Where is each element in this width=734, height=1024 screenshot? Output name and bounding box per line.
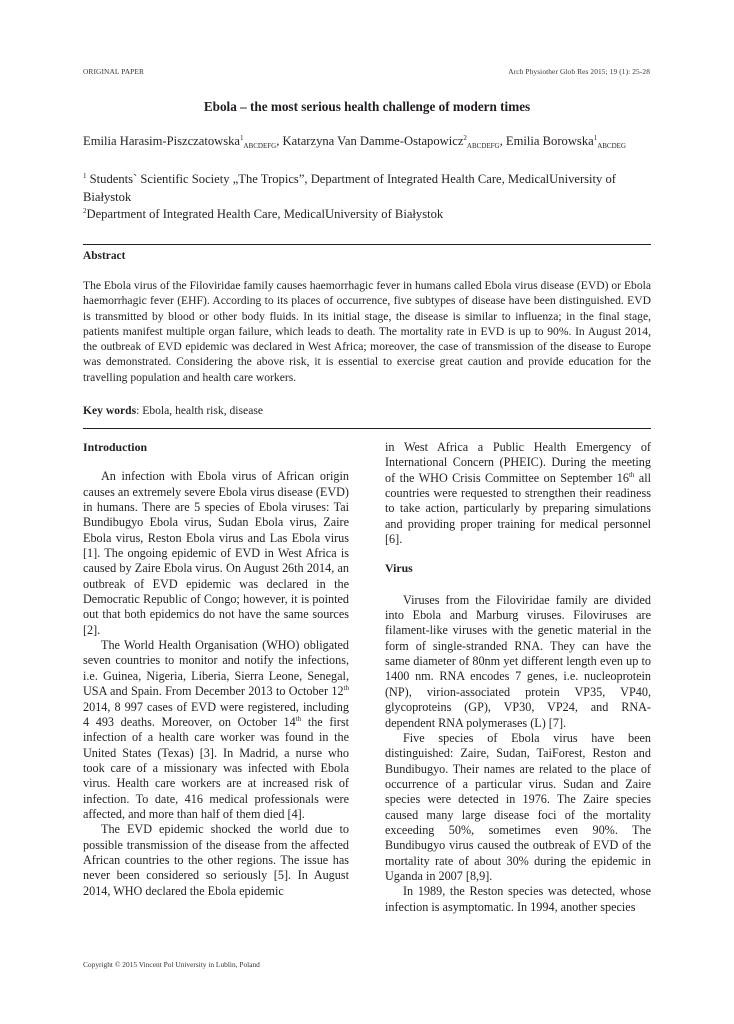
introduction-heading: Introduction <box>83 440 148 454</box>
paragraph-text: 2014, 8 997 cases of EVD were registered, including 4 493 deaths. Moreover, on October 14 <box>83 699 349 729</box>
keywords-label: Key words <box>83 404 137 417</box>
ordinal-suffix: th <box>295 714 302 723</box>
author-affiliation-mark: 2 <box>463 134 467 142</box>
affiliation-text: Students` Scientific Society „The Tropics”, Department of Integrated Health Care, MedicalUniversity of Białystok <box>83 172 616 204</box>
author-roles: ABCDEFG <box>243 142 277 150</box>
affiliation-number: 1 <box>83 172 87 180</box>
author-list <box>83 134 653 150</box>
paragraph: The EVD epidemic shocked the world due to possible transmission of the disease from the affected African countries to the other regions. The issue has never been considered so seriously [5]. In August 2014, WHO declared the Ebola epidemic <box>83 822 349 898</box>
body-column-right <box>385 440 651 915</box>
affiliation-2 <box>83 202 653 223</box>
keywords-text: : Ebola, health risk, disease <box>136 404 263 417</box>
journal-citation: Arch Physiother Glob Res 2015; 19 (1): 25-28 <box>508 67 650 76</box>
abstract-heading: Abstract <box>83 250 126 262</box>
author-separator: , <box>499 134 506 148</box>
affiliation-1 <box>83 167 653 206</box>
paragraph: Five species of Ebola virus have been distinguished: Zaire, Sudan, TaiForest, Reston and Bundibugyo. Their names are related to the place of occurrence of a particular virus. Sudan and Zaire species were detected in 1976. The Zaire species caused many large disease foci of the mortality exceeding 50%, sometimes even 90%. The Bundibugyo virus caused the outbreak of EVD of the mortality rate of about 30% during the epidemic in Uganda in 2007 [8,9]. <box>385 730 651 883</box>
author-name: Emilia Harasim-Piszczatowska <box>83 134 241 148</box>
paragraph-text: the first infection of a health care worker was found in the United States (Texas) [3]. In Madrid, a nurse who took care of a missionary was infected with Ebola virus. Health care workers are at increased risk of infection. To date, 416 medical professionals were affected, and more than half of them died [4]. <box>83 714 349 821</box>
paragraph <box>83 638 349 822</box>
ordinal-suffix: th <box>628 470 635 479</box>
virus-heading: Virus <box>385 561 413 576</box>
copyright-footer: Copyright © 2015 Vincent Pol University in Lublin, Poland <box>83 960 260 969</box>
journal-section-label: ORIGINAL PAPER <box>83 67 145 76</box>
author-separator: , <box>276 134 283 148</box>
affiliation-number: 2 <box>83 207 87 215</box>
paragraph-text: The World Health Organisation (WHO) obligated seven countries to monitor and notify the infections, i.e. Guinea, Nigeria, Liberia, Sierra Leone, Senegal, USA and Spain. From December 2013 to October 12 <box>83 638 349 699</box>
paragraph: In 1989, the Reston species was detected, whose infection is asymptomatic. In 1994, another species <box>385 884 651 914</box>
author-roles: ABCDEFG <box>466 142 500 150</box>
paragraph <box>385 440 651 547</box>
paper-title: Ebola – the most serious health challenge of modern times <box>203 99 531 114</box>
author-name: Katarzyna Van Damme-Ostapowicz <box>282 134 464 148</box>
abstract-top-rule <box>83 244 651 245</box>
author-affiliation-mark: 1 <box>240 134 244 142</box>
author-roles: ABCDEG <box>597 142 626 150</box>
keywords <box>83 404 263 417</box>
paragraph: An infection with Ebola virus of African origin causes an extremely severe Ebola virus disease (EVD) in humans. There are 5 species of Ebola viruses: Tai Bundibugyo Ebola virus, Sudan Ebola virus, Zaire Ebola virus, Reston Ebola virus and Las Ebola virus [1]. The ongoing epidemic of EVD in West Africa is caused by Zaire Ebola virus. On August 26th 2014, an outbreak of EVD epidemic was declared in the Democratic Republic of Congo; however, it is pointed out that both epidemics do not have the same sources [2]. <box>83 469 349 637</box>
affiliation-text: Department of Integrated Health Care, MedicalUniversity of Białystok <box>86 207 444 221</box>
ordinal-suffix: th <box>343 684 349 693</box>
paragraph: Viruses from the Filoviridae family are divided into Ebola and Marburg viruses. Filoviruses are filament-like viruses with the genetic material in the form of single-stranded RNA. They can have the same diameter of 80nm yet different length even up to 1400 nm. RNA encodes 7 genes, i.e. nucleoprotein (NP), virion-associated protein VP35, VP40, glycoproteins (GP), VP30, VP24, and RNA-dependent RNA polymerases (L) [7]. <box>385 592 651 730</box>
author-affiliation-mark: 1 <box>593 134 598 142</box>
body-column-left <box>83 440 349 899</box>
abstract-bottom-rule <box>83 428 651 429</box>
paragraph-text: in West Africa a Public Health Emergency of International Concern (PHEIC). During the meeting of the WHO Crisis Committee on September 16 <box>385 440 651 485</box>
paragraph-text: all countries were requested to strengthen their readiness to take action, particularly by preparing simulations and providing proper training for medical personnel [6]. <box>385 470 651 547</box>
abstract-text: The Ebola virus of the Filoviridae family causes haemorrhagic fever in humans called Ebola virus disease (EVD) or Ebola haemorrhagic fever (EHF). According to its places of occurrence, five subtypes of disease have been distinguished. EVD is transmitted by blood or other body fluids. In its initial stage, the disease is similar to influenza; in the final stage, patients manifest multiple organ failure, which leads to death. The mortality rate in EVD is up to 90%. In August 2014, the outbreak of EVD epidemic was declared in West Africa; moreover, the case of transmission of the disease to Europe was demonstrated. Considering the above risk, it is essential to exercise great caution and provide education for the travelling population and health care workers. <box>83 279 651 384</box>
author-name: Emilia Borowska <box>505 134 594 148</box>
